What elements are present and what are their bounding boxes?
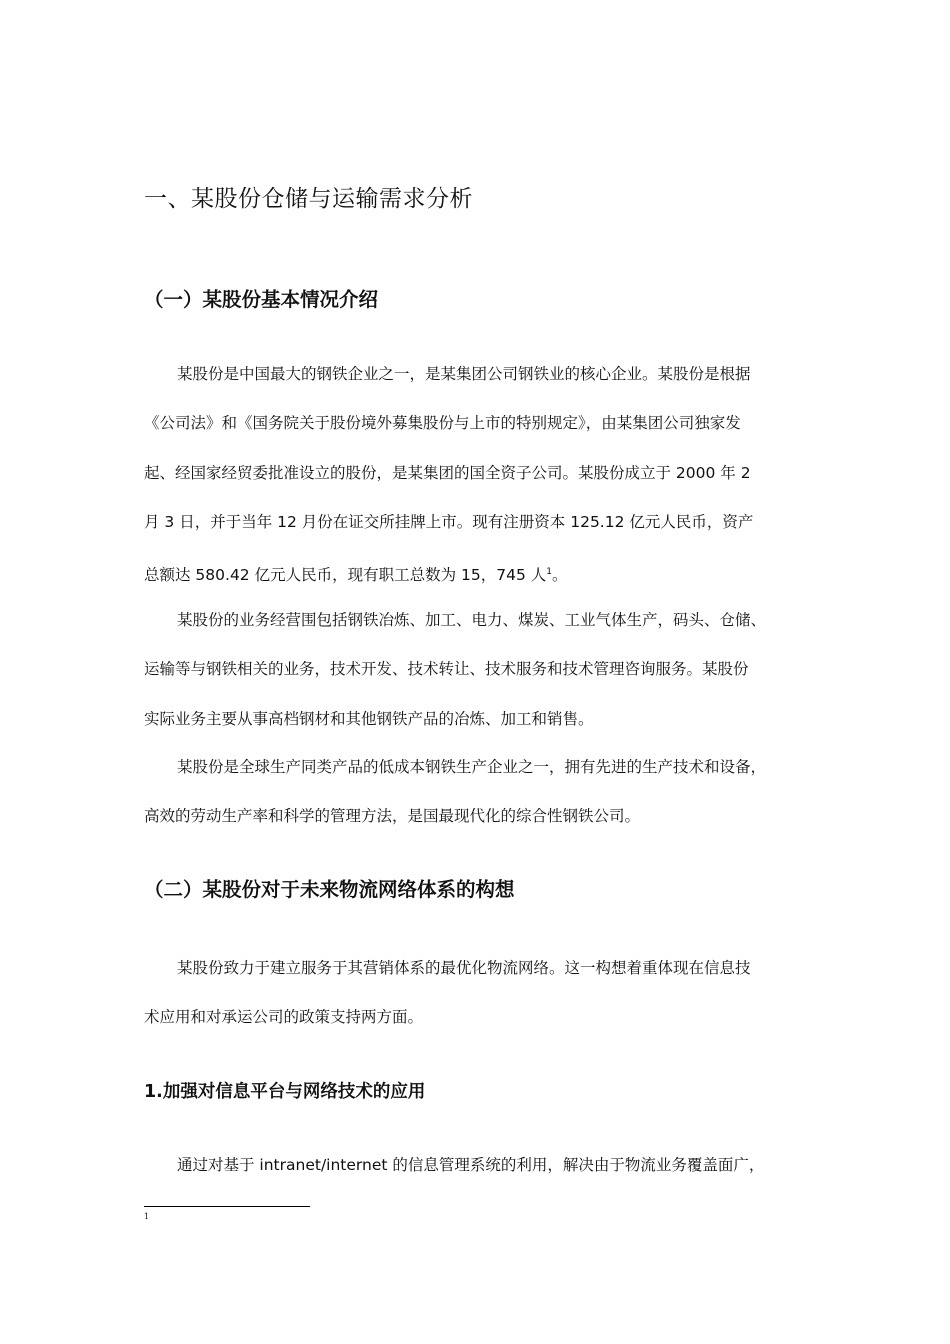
paragraph-line: 运输等与钢铁相关的业务，技术开发、技术转让、技术服务和技术管理咨询服务。某股份 bbox=[144, 660, 749, 678]
paragraph-line: 起、经国家经贸委批准设立的股份，是某集团的国全资子公司。某股份成立于 2000 年 2 bbox=[144, 464, 751, 482]
paragraph-line: 高效的劳动生产率和科学的管理方法，是国最现代化的综合性钢铁公司。 bbox=[144, 807, 641, 825]
paragraph-line: 某股份是全球生产同类产品的低成本钢铁生产企业之一，拥有先进的生产技术和设备， bbox=[177, 758, 767, 776]
subsection-heading: 1.加强对信息平台与网络技术的应用 bbox=[144, 1082, 426, 1102]
page-title: 一、某股份仓储与运输需求分析 bbox=[144, 186, 473, 212]
paragraph-line bbox=[144, 562, 824, 585]
section-heading-1: （一）某股份基本情况介绍 bbox=[144, 288, 379, 311]
paragraph-line: 通过对基于 intranet/internet 的信息管理系统的利用，解决由于物流业务覆盖面广， bbox=[177, 1156, 765, 1174]
paragraph-end-punct: 。 bbox=[552, 566, 568, 584]
section-heading-2: （二）某股份对于未来物流网络体系的构想 bbox=[144, 878, 515, 901]
footnote-separator bbox=[144, 1206, 310, 1207]
footnote-number: 1 bbox=[144, 1212, 150, 1221]
paragraph-line: 某股份致力于建立服务于其营销体系的最优化物流网络。这一构想着重体现在信息技 bbox=[177, 959, 751, 977]
paragraph-line: 《公司法》和《国务院关于股份境外募集股份与上市的特别规定》，由某集团公司独家发 bbox=[144, 414, 741, 432]
paragraph-line: 某股份是中国最大的钢铁企业之一，是某集团公司钢铁业的核心企业。某股份是根据 bbox=[177, 365, 751, 383]
paragraph-text: 总额达 580.42 亿元人民币，现有职工总数为 15，745 人 bbox=[144, 566, 547, 584]
paragraph-line: 月 3 日，并于当年 12 月份在证交所挂牌上市。现有注册资本 125.12 亿元人民币，资产 bbox=[144, 513, 754, 531]
paragraph-line: 某股份的业务经营围包括钢铁冶炼、加工、电力、煤炭、工业气体生产，码头、仓储、 bbox=[177, 611, 767, 629]
footnote-reference[interactable]: 1 bbox=[546, 567, 552, 577]
paragraph-line: 术应用和对承运公司的政策支持两方面。 bbox=[144, 1008, 424, 1026]
paragraph-line: 实际业务主要从事高档钢材和其他钢铁产品的冶炼、加工和销售。 bbox=[144, 710, 594, 728]
